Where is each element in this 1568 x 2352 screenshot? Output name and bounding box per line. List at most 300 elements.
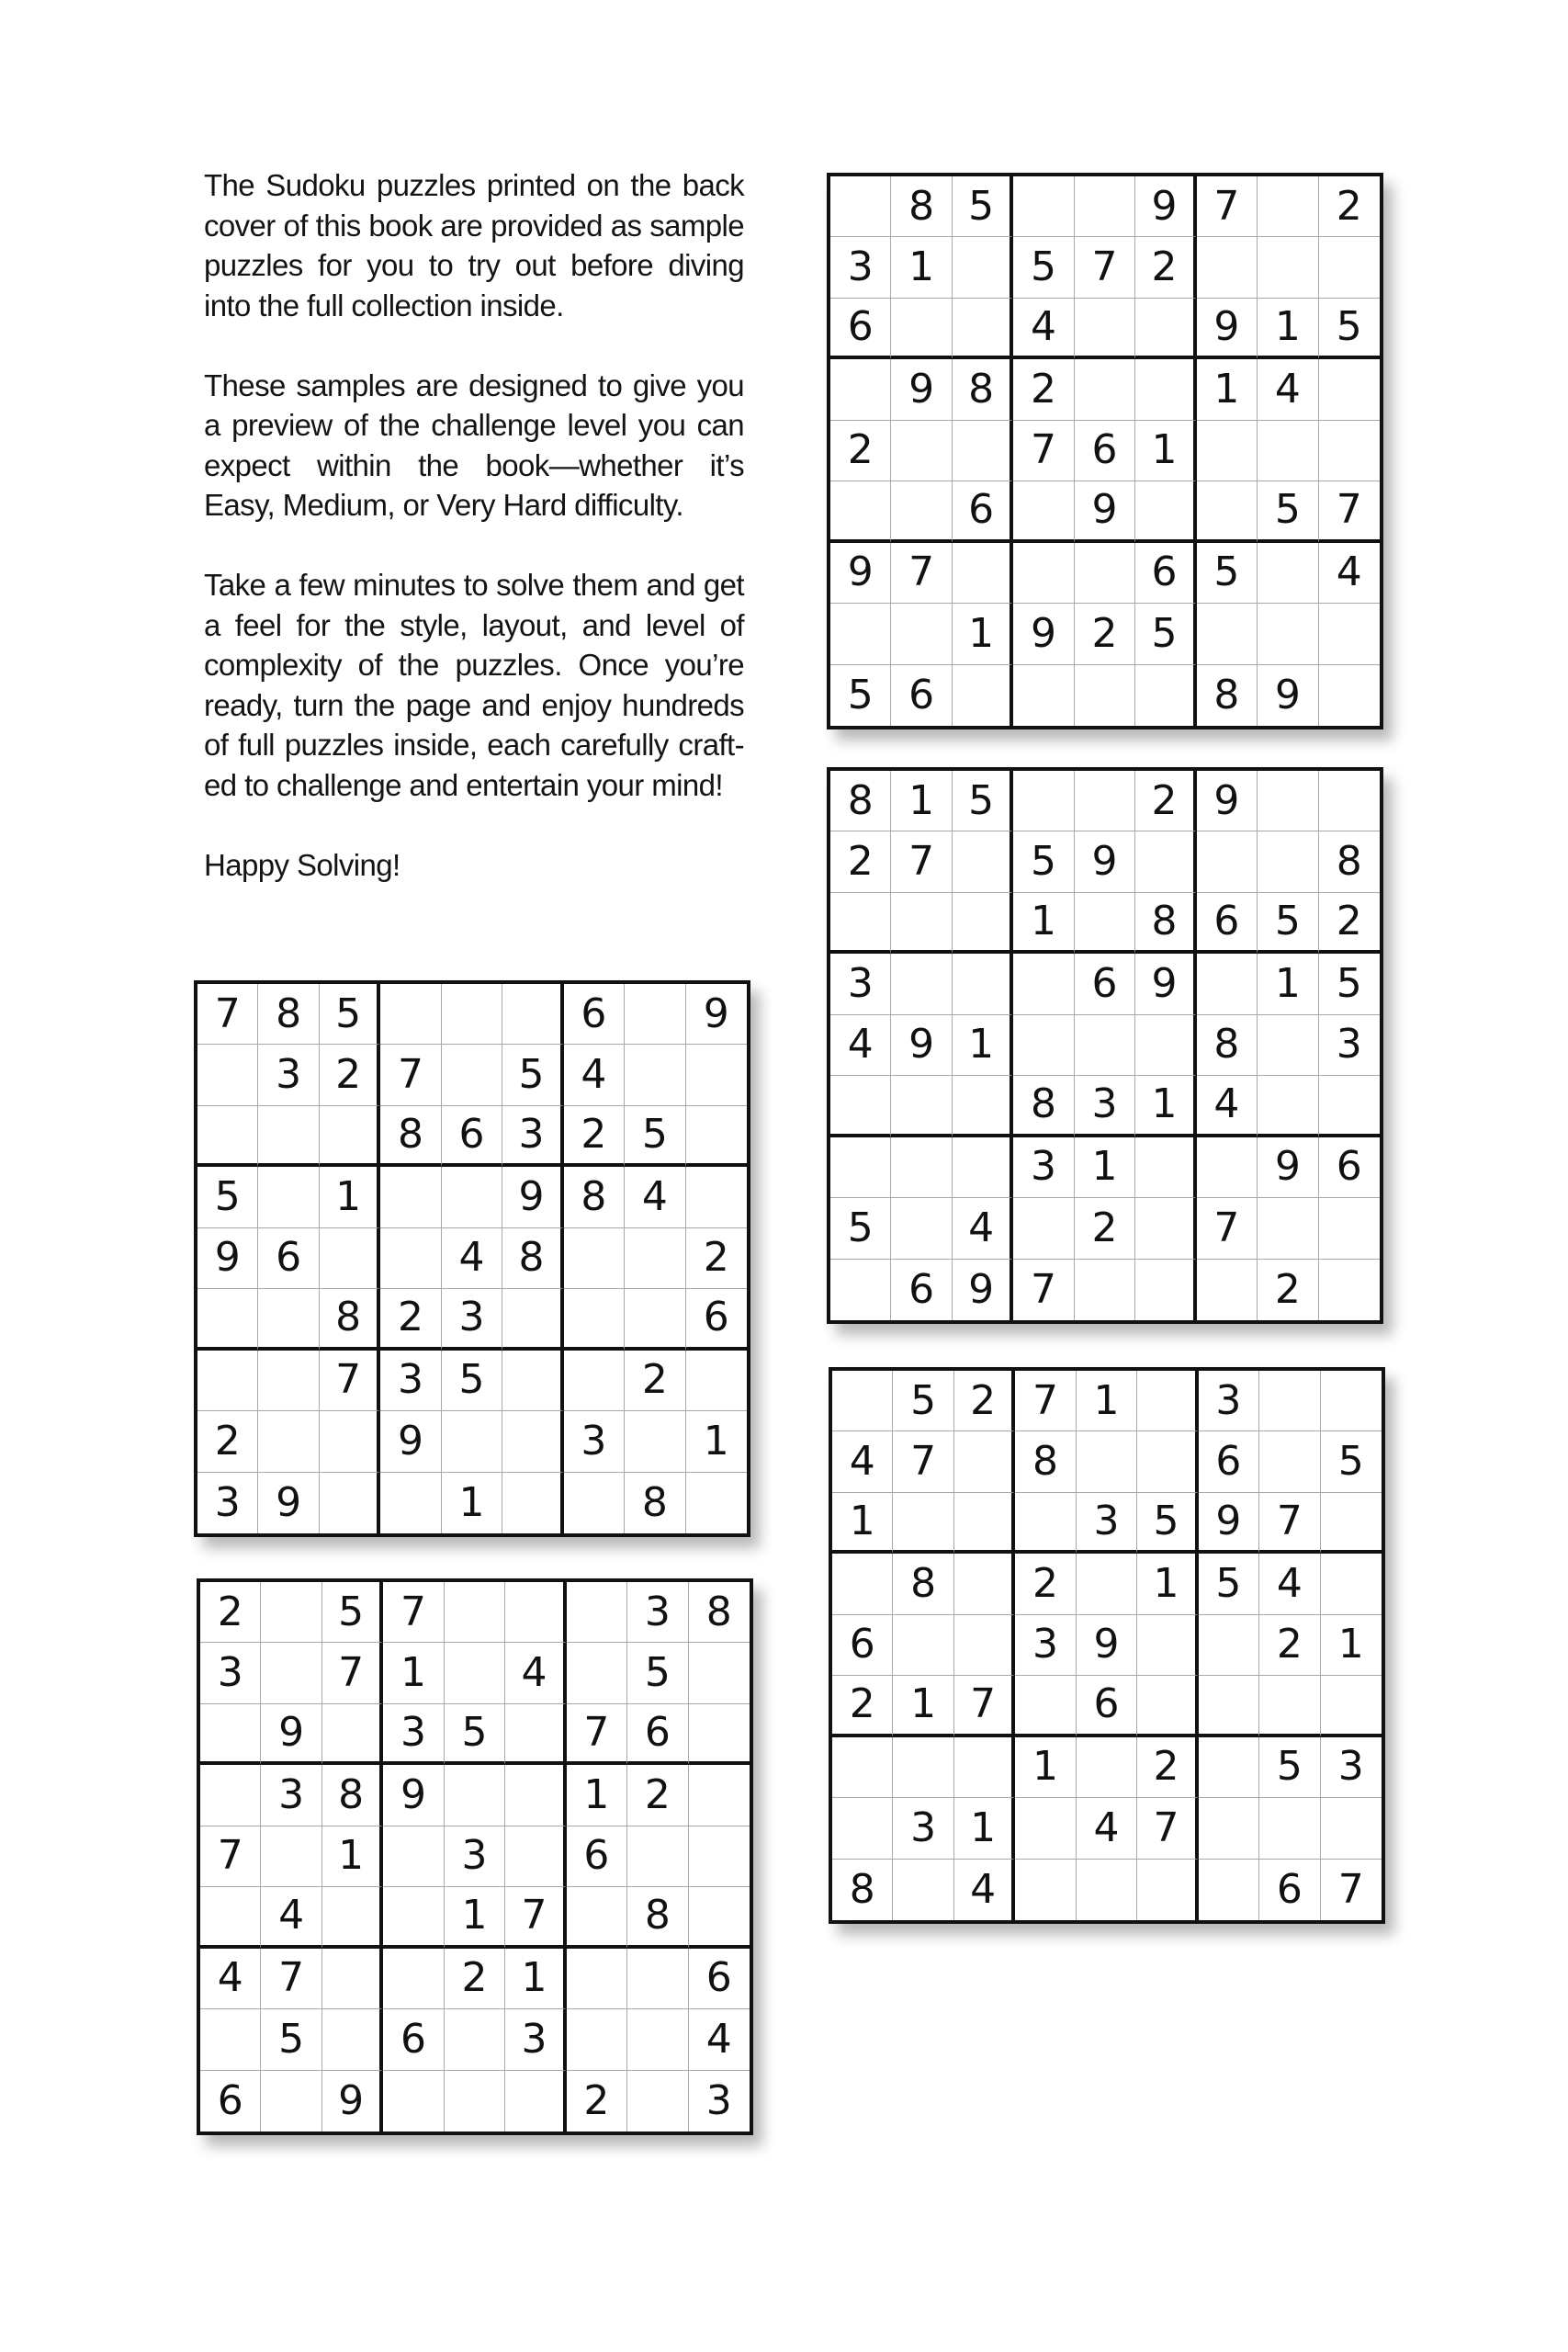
sudoku-cell: 7 xyxy=(1259,1493,1320,1554)
sudoku-cell xyxy=(258,1167,319,1227)
sudoku-cell xyxy=(1075,771,1135,831)
sudoku-cell xyxy=(1258,604,1318,664)
sudoku-cell: 4 xyxy=(625,1167,685,1227)
sudoku-cell: 1 xyxy=(891,237,952,298)
sudoku-cell: 1 xyxy=(891,771,952,831)
sudoku-cell: 2 xyxy=(1137,1737,1198,1798)
sudoku-cell: 6 xyxy=(832,1615,893,1676)
sudoku-cell: 6 xyxy=(1077,1676,1137,1736)
sudoku-cell: 3 xyxy=(1015,1615,1076,1676)
sudoku-cell xyxy=(502,1351,563,1411)
sudoku-cell xyxy=(505,1826,566,1887)
sudoku-cell: 7 xyxy=(891,831,952,892)
sudoku-cell: 3 xyxy=(1013,1137,1074,1198)
sudoku-cell: 9 xyxy=(1258,665,1318,726)
sudoku-cell xyxy=(564,1228,625,1289)
sudoku-cell: 6 xyxy=(686,1289,747,1350)
sudoku-cell: 8 xyxy=(627,1887,688,1948)
sudoku-cell: 9 xyxy=(197,1228,258,1289)
sudoku-cell: 5 xyxy=(625,1106,685,1167)
sudoku-cell xyxy=(1135,299,1196,359)
sudoku-cell xyxy=(1197,604,1258,664)
sudoku-cell: 5 xyxy=(1258,893,1318,954)
sudoku-cell: 6 xyxy=(1197,893,1258,954)
sudoku-cell: 7 xyxy=(197,984,258,1045)
sudoku-cell: 8 xyxy=(380,1106,441,1167)
sudoku-cell xyxy=(627,2071,688,2132)
sudoku-cell: 2 xyxy=(200,1582,261,1643)
sudoku-cell: 9 xyxy=(502,1167,563,1227)
sudoku-cell xyxy=(380,984,441,1045)
sudoku-cell: 1 xyxy=(1137,1554,1198,1614)
sudoku-cell: 2 xyxy=(1319,176,1380,237)
sudoku-cell xyxy=(445,1765,505,1826)
sudoku-cell: 2 xyxy=(564,1106,625,1167)
sudoku-cell xyxy=(1319,359,1380,420)
sudoku-cell: 3 xyxy=(705,2076,732,2124)
sudoku-cell: 5 xyxy=(1137,1493,1198,1554)
sudoku-cell: 2 xyxy=(830,831,891,892)
sudoku-cell: 3 xyxy=(258,1045,319,1105)
sudoku-cell xyxy=(1197,237,1258,298)
sudoku-cell xyxy=(502,1473,563,1533)
sudoku-cell: 6 xyxy=(200,2071,261,2132)
sudoku-cell: 3 xyxy=(505,2009,566,2070)
sudoku-cell: 6 xyxy=(564,984,625,1045)
sudoku-cell xyxy=(1135,1260,1196,1320)
sudoku-cell xyxy=(1135,481,1196,542)
sudoku-cell: 3 xyxy=(383,1704,444,1765)
sudoku-cell xyxy=(197,1289,258,1350)
sudoku-cell: 1 xyxy=(505,1949,566,2009)
sudoku-cell xyxy=(893,1615,953,1676)
sudoku-cell: 9 xyxy=(1197,299,1258,359)
sudoku-cell xyxy=(832,1371,893,1431)
sudoku-cell xyxy=(1077,1554,1137,1614)
sudoku-cell xyxy=(1319,1260,1380,1320)
sudoku-cell: 3 xyxy=(1199,1371,1259,1431)
sudoku-cell xyxy=(1197,831,1258,892)
sudoku-grid-left-2 xyxy=(197,1578,753,2135)
sudoku-cell xyxy=(442,1167,502,1227)
sudoku-cell: 2 xyxy=(197,1411,258,1472)
sudoku-cell: 5 xyxy=(1319,299,1380,359)
sudoku-cell xyxy=(891,1137,952,1198)
sudoku-cell: 1 xyxy=(954,1798,1015,1859)
sudoku-cell: 3 xyxy=(380,1351,441,1411)
sudoku-cell: 5 xyxy=(627,1643,688,1703)
sudoku-cell xyxy=(625,1045,685,1105)
sudoku-cell: 8 xyxy=(322,1765,383,1826)
sudoku-cell xyxy=(1319,1076,1380,1136)
sudoku-cell: 5 xyxy=(502,1045,563,1105)
sudoku-cell xyxy=(1197,1260,1258,1320)
sudoku-cell xyxy=(1077,1737,1137,1798)
sudoku-cell xyxy=(953,1076,1013,1136)
sudoku-cell: 2 xyxy=(1135,237,1196,298)
sudoku-cell: 2 xyxy=(320,1045,380,1105)
sudoku-cell: 7 xyxy=(505,1887,566,1948)
sudoku-cell xyxy=(893,1493,953,1554)
sudoku-cell xyxy=(891,481,952,542)
sudoku-cell xyxy=(1015,1860,1076,1920)
sudoku-cell: 9 xyxy=(380,1411,441,1472)
sudoku-cell xyxy=(320,1228,380,1289)
sudoku-cell xyxy=(625,1411,685,1472)
sudoku-cell xyxy=(953,954,1013,1014)
sudoku-cell: 6 xyxy=(1075,954,1135,1014)
sudoku-cell: 2 xyxy=(1319,893,1380,954)
sudoku-cell xyxy=(567,2009,627,2070)
sudoku-cell xyxy=(686,1106,747,1167)
sudoku-grid-right-1 xyxy=(827,173,1383,729)
sudoku-cell xyxy=(1199,1737,1259,1798)
sudoku-cell: 6 xyxy=(891,1260,952,1320)
sudoku-cell: 5 xyxy=(445,1704,505,1765)
sudoku-cell: 9 xyxy=(1075,831,1135,892)
sudoku-cell: 1 xyxy=(686,1411,747,1472)
sudoku-cell: 5 xyxy=(1135,604,1196,664)
sudoku-cell: 6 xyxy=(442,1106,502,1167)
sudoku-cell xyxy=(445,2009,505,2070)
sudoku-cell: 7 xyxy=(322,1643,383,1703)
sudoku-cell: 4 xyxy=(1013,299,1074,359)
sudoku-cell xyxy=(891,421,952,481)
sudoku-cell: 9 xyxy=(261,1704,321,1765)
sudoku-cell: 7 xyxy=(380,1045,441,1105)
sudoku-cell: 2 xyxy=(1013,359,1074,420)
sudoku-cell xyxy=(383,1949,444,2009)
sudoku-cell xyxy=(383,2071,444,2132)
sudoku-cell xyxy=(200,1704,261,1765)
sudoku-cell xyxy=(832,1798,893,1859)
sudoku-cell: 1 xyxy=(383,1643,444,1703)
sudoku-cell xyxy=(954,1737,1015,1798)
sudoku-cell xyxy=(567,1582,627,1643)
sudoku-cell xyxy=(1137,1431,1198,1492)
sudoku-cell xyxy=(1135,1198,1196,1259)
sudoku-cell: 2 xyxy=(1258,1260,1318,1320)
sudoku-cell xyxy=(1258,1198,1318,1259)
sudoku-cell: 3 xyxy=(1077,1493,1137,1554)
sudoku-cell: 7 xyxy=(320,1351,380,1411)
sudoku-cell: 9 xyxy=(686,984,747,1045)
sudoku-cell xyxy=(1015,1798,1076,1859)
sudoku-cell: 1 xyxy=(1077,1371,1137,1431)
sudoku-cell xyxy=(1258,1076,1318,1136)
sudoku-cell xyxy=(830,1260,891,1320)
sudoku-cell xyxy=(891,1076,952,1136)
sudoku-cell xyxy=(1013,665,1074,726)
sudoku-cell xyxy=(953,237,1013,298)
sudoku-cell: 4 xyxy=(1197,1076,1258,1136)
sudoku-cell: 5 xyxy=(893,1371,953,1431)
sudoku-cell: 2 xyxy=(830,421,891,481)
sudoku-cell: 8 xyxy=(891,176,952,237)
sudoku-cell: 6 xyxy=(953,481,1013,542)
sudoku-cell xyxy=(1258,1015,1318,1076)
sudoku-cell xyxy=(1013,1015,1074,1076)
sudoku-cell xyxy=(505,1582,566,1643)
sudoku-cell xyxy=(322,1704,383,1765)
sudoku-cell xyxy=(567,1949,627,2009)
sudoku-cell: 2 xyxy=(1015,1554,1076,1614)
sudoku-cell: 4 xyxy=(953,1198,1013,1259)
sudoku-grid-right-3 xyxy=(829,1367,1385,1924)
sudoku-cell: 7 xyxy=(383,1582,444,1643)
sudoku-cell: 1 xyxy=(1258,299,1318,359)
sudoku-cell: 1 xyxy=(953,1015,1013,1076)
sudoku-cell: 9 xyxy=(1075,481,1135,542)
sudoku-cell xyxy=(261,2071,321,2132)
sudoku-cell: 4 xyxy=(200,1949,261,2009)
sudoku-cell: 7 xyxy=(1013,1260,1074,1320)
sudoku-cell: 6 xyxy=(1259,1860,1320,1920)
sudoku-cell xyxy=(383,1887,444,1948)
sudoku-cell xyxy=(832,1554,893,1614)
sudoku-grid-left-1 xyxy=(194,980,750,1537)
sudoku-cell xyxy=(689,1643,750,1703)
sudoku-cell: 6 xyxy=(891,665,952,726)
sudoku-cell: 3 xyxy=(564,1411,625,1472)
sudoku-cell: 1 xyxy=(832,1493,893,1554)
sudoku-cell: 9 xyxy=(1135,954,1196,1014)
sudoku-cell xyxy=(954,1615,1015,1676)
sudoku-cell: 7 xyxy=(261,1949,321,2009)
sudoku-cell xyxy=(380,1473,441,1533)
sudoku-cell: 8 xyxy=(832,1860,893,1920)
sudoku-cell: 1 xyxy=(1015,1737,1076,1798)
sudoku-cell xyxy=(1015,1493,1076,1554)
sudoku-cell xyxy=(442,1045,502,1105)
sudoku-cell xyxy=(564,1473,625,1533)
sudoku-cell: 3 xyxy=(627,1582,688,1643)
sudoku-cell: 7 xyxy=(1319,481,1380,542)
sudoku-cell xyxy=(200,1765,261,1826)
sudoku-cell: 8 xyxy=(625,1473,685,1533)
sudoku-cell: 9 xyxy=(1199,1493,1259,1554)
sudoku-cell: 7 xyxy=(954,1676,1015,1736)
sudoku-cell: 7 xyxy=(567,1704,627,1765)
sudoku-cell: 3 xyxy=(200,1643,261,1703)
sudoku-cell xyxy=(1258,237,1318,298)
sudoku-cell xyxy=(830,481,891,542)
sudoku-cell: 6 xyxy=(1075,421,1135,481)
sudoku-cell xyxy=(1197,1137,1258,1198)
sudoku-cell: 2 xyxy=(1075,604,1135,664)
sudoku-cell: 1 xyxy=(1258,954,1318,1014)
sudoku-cell xyxy=(1013,543,1074,604)
sudoku-cell xyxy=(1075,359,1135,420)
sudoku-cell: 8 xyxy=(1197,1015,1258,1076)
sudoku-cell xyxy=(1075,1260,1135,1320)
sudoku-cell xyxy=(1013,176,1074,237)
sudoku-cell: 4 xyxy=(689,2009,750,2070)
sudoku-cell xyxy=(564,1351,625,1411)
sudoku-cell: 5 xyxy=(322,1582,383,1643)
sudoku-cell: 2 xyxy=(1135,771,1196,831)
sudoku-cell xyxy=(1137,1676,1198,1736)
sudoku-cell: 3 xyxy=(445,1826,505,1887)
sudoku-cell: 9 xyxy=(1197,771,1258,831)
sudoku-cell xyxy=(200,2009,261,2070)
sudoku-cell: 1 xyxy=(1135,421,1196,481)
sudoku-cell xyxy=(383,1826,444,1887)
sudoku-cell: 4 xyxy=(1077,1798,1137,1859)
sudoku-cell xyxy=(1319,665,1380,726)
sudoku-cell: 1 xyxy=(322,1826,383,1887)
sudoku-cell: 5 xyxy=(197,1167,258,1227)
sudoku-cell: 8 xyxy=(893,1554,953,1614)
sudoku-cell xyxy=(1075,176,1135,237)
sudoku-cell xyxy=(627,2009,688,2070)
sudoku-cell xyxy=(502,1411,563,1472)
sudoku-cell xyxy=(197,1106,258,1167)
sudoku-cell xyxy=(627,1826,688,1887)
sudoku-cell xyxy=(1075,893,1135,954)
sudoku-cell: 8 xyxy=(1319,831,1380,892)
sudoku-cell xyxy=(567,1643,627,1703)
sudoku-cell xyxy=(953,1137,1013,1198)
sudoku-cell xyxy=(689,1765,750,1826)
sudoku-cell xyxy=(502,1289,563,1350)
sudoku-cell: 6 xyxy=(567,1826,627,1887)
sudoku-cell: 7 xyxy=(1015,1371,1076,1431)
sudoku-cell: 8 xyxy=(953,359,1013,420)
sudoku-cell: 7 xyxy=(1013,421,1074,481)
intro-text xyxy=(204,165,744,925)
sudoku-cell xyxy=(380,1228,441,1289)
sudoku-cell xyxy=(502,984,563,1045)
sudoku-cell: 6 xyxy=(1319,1137,1380,1198)
sudoku-cell: 3 xyxy=(261,1765,321,1826)
sudoku-cell: 3 xyxy=(830,237,891,298)
sudoku-cell xyxy=(197,1351,258,1411)
sudoku-cell xyxy=(830,359,891,420)
sudoku-cell: 4 xyxy=(505,1643,566,1703)
sudoku-cell: 9 xyxy=(1013,604,1074,664)
sudoku-cell: 9 xyxy=(953,1260,1013,1320)
sudoku-cell xyxy=(320,1411,380,1472)
sudoku-cell xyxy=(505,1704,566,1765)
sudoku-cell xyxy=(689,1887,750,1948)
sudoku-cell: 2 xyxy=(832,1676,893,1736)
sudoku-cell: 4 xyxy=(1258,359,1318,420)
sudoku-cell: 7 xyxy=(1075,237,1135,298)
sudoku-cell xyxy=(891,299,952,359)
sudoku-cell: 7 xyxy=(891,543,952,604)
sudoku-cell xyxy=(1013,771,1074,831)
sudoku-cell xyxy=(1321,1798,1382,1859)
sudoku-cell xyxy=(953,831,1013,892)
sudoku-cell xyxy=(442,1411,502,1472)
sudoku-cell xyxy=(1259,1431,1320,1492)
sudoku-cell: 8 xyxy=(564,1167,625,1227)
sudoku-cell: 1 xyxy=(1075,1137,1135,1198)
sudoku-cell xyxy=(261,1582,321,1643)
sudoku-cell xyxy=(258,1351,319,1411)
sudoku-cell: 3 xyxy=(1075,1076,1135,1136)
sudoku-cell: 1 xyxy=(1135,1076,1196,1136)
sudoku-cell: 3 xyxy=(893,1798,953,1859)
sudoku-cell: 7 xyxy=(1197,176,1258,237)
sudoku-cell: 4 xyxy=(261,1887,321,1948)
sudoku-cell xyxy=(1321,1371,1382,1431)
sudoku-cell xyxy=(1258,831,1318,892)
sudoku-cell: 1 xyxy=(893,1676,953,1736)
sudoku-cell: 1 xyxy=(445,1887,505,1948)
sudoku-cell: 9 xyxy=(383,1765,444,1826)
sudoku-cell: 9 xyxy=(258,1473,319,1533)
sudoku-cell xyxy=(261,1643,321,1703)
intro-paragraph-3: Take a few minutes to solve them and get a feel for the style, layout, and level of complexity of the puzzles. Once you’re ready, turn the page and enjoy hundreds of full puzzles inside, each carefully craft-ed to challenge and entertain your mind! xyxy=(204,568,744,802)
sudoku-cell: 1 xyxy=(1197,359,1258,420)
sudoku-cell xyxy=(689,1704,750,1765)
sudoku-cell xyxy=(1319,1198,1380,1259)
sudoku-cell xyxy=(832,1737,893,1798)
sudoku-grid-right-2 xyxy=(827,767,1383,1324)
sudoku-cell xyxy=(686,1167,747,1227)
sudoku-cell: 2 xyxy=(445,1949,505,2009)
sudoku-cell xyxy=(320,1106,380,1167)
sudoku-cell xyxy=(893,1860,953,1920)
sudoku-cell xyxy=(197,1045,258,1105)
sudoku-cell xyxy=(830,893,891,954)
sudoku-cell: 2 xyxy=(954,1371,1015,1431)
sudoku-cell: 5 xyxy=(1197,543,1258,604)
sudoku-cell: 3 xyxy=(1321,1737,1382,1798)
sudoku-cell: 6 xyxy=(830,299,891,359)
sudoku-cell xyxy=(1013,1198,1074,1259)
sudoku-cell xyxy=(1258,421,1318,481)
sudoku-cell: 9 xyxy=(1135,176,1196,237)
sudoku-cell: 7 xyxy=(200,1826,261,1887)
sudoku-cell: 9 xyxy=(891,1015,952,1076)
sudoku-cell xyxy=(953,543,1013,604)
sudoku-cell: 9 xyxy=(1258,1137,1318,1198)
sudoku-cell: 2 xyxy=(380,1289,441,1350)
sudoku-cell: 1 xyxy=(320,1167,380,1227)
sudoku-cell: 8 xyxy=(1013,1076,1074,1136)
sudoku-cell xyxy=(953,299,1013,359)
sudoku-cell xyxy=(954,1493,1015,1554)
sudoku-cell xyxy=(1077,1860,1137,1920)
sudoku-cell: 3 xyxy=(442,1289,502,1350)
sudoku-cell xyxy=(891,893,952,954)
sudoku-cell xyxy=(1321,1493,1382,1554)
sudoku-cell: 8 xyxy=(320,1289,380,1350)
sudoku-cell: 6 xyxy=(1199,1431,1259,1492)
sudoku-cell xyxy=(1319,771,1380,831)
sudoku-cell: 3 xyxy=(1319,1015,1380,1076)
sudoku-cell: 8 xyxy=(1197,665,1258,726)
sudoku-cell xyxy=(891,1198,952,1259)
sudoku-cell: 5 xyxy=(1258,481,1318,542)
sudoku-cell xyxy=(505,2071,566,2132)
sudoku-cell xyxy=(1199,1798,1259,1859)
sudoku-cell: 8 xyxy=(1135,893,1196,954)
sudoku-cell xyxy=(1321,1676,1382,1736)
signoff: Happy Solving! xyxy=(204,847,400,882)
sudoku-cell xyxy=(258,1411,319,1472)
sudoku-cell: 8 xyxy=(1015,1431,1076,1492)
sudoku-cell xyxy=(627,1949,688,2009)
sudoku-cell: 9 xyxy=(322,2071,383,2132)
sudoku-cell xyxy=(445,1643,505,1703)
sudoku-cell: 2 xyxy=(625,1351,685,1411)
sudoku-cell: 8 xyxy=(830,771,891,831)
sudoku-cell xyxy=(1135,1137,1196,1198)
